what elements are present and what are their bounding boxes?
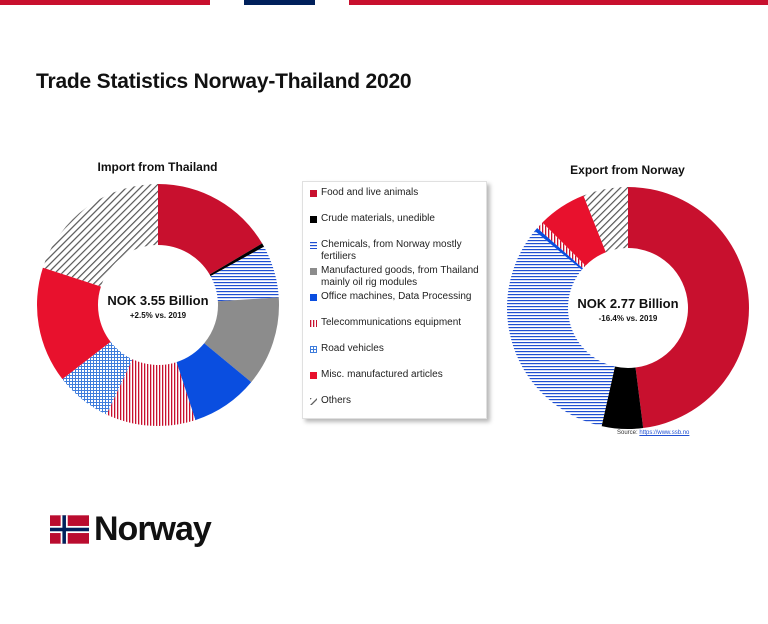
legend-label: Others	[321, 395, 352, 406]
legend-label: Chemicals, from Norway mostly fertiliers	[321, 239, 462, 262]
legend-label: Office machines, Data Processing	[321, 291, 472, 302]
import-total-value: NOK 3.55 Billion	[107, 293, 209, 308]
legend-label: Crude materials, unedible	[321, 213, 435, 224]
norway-flag-icon	[50, 515, 89, 544]
export-chart-title: Export from Norway	[570, 163, 685, 177]
legend-label: Road vehicles	[321, 343, 384, 354]
export-donut-chart	[500, 180, 756, 436]
exp-slice-chemicals	[507, 231, 615, 426]
legend-swatch	[310, 242, 317, 249]
import-chart-title: Import from Thailand	[97, 160, 218, 174]
legend-swatch	[310, 372, 317, 379]
page-title: Trade Statistics Norway-Thailand 2020	[36, 70, 412, 93]
legend-label: Manufactured goods, from Thailand mainly oil rig modules	[321, 265, 479, 288]
top-bar-blue	[244, 0, 315, 5]
legend-swatch	[310, 294, 317, 301]
legend-label: Telecommunications equipment	[321, 317, 462, 328]
legend-swatch	[310, 190, 317, 197]
legend-swatch	[310, 268, 317, 275]
source-label: Source:	[617, 430, 638, 436]
legend-swatch	[310, 398, 317, 405]
chart-legend	[302, 181, 487, 419]
source-link[interactable]: https://www.ssb.no	[639, 430, 690, 436]
legend-label: Misc. manufactured articles	[321, 369, 443, 380]
import-donut-chart	[30, 177, 286, 433]
export-total-value: NOK 2.77 Billion	[577, 296, 679, 311]
legend-swatch	[310, 320, 317, 327]
top-bar-red-right	[349, 0, 768, 5]
import-change-value: +2.5% vs. 2019	[129, 311, 187, 320]
legend-label: Food and live animals	[321, 187, 419, 198]
top-bar-red-left	[0, 0, 210, 5]
source-note	[617, 430, 689, 436]
export-change-value: -16.4% vs. 2019	[598, 314, 658, 323]
brand-name: Norway	[94, 510, 211, 548]
imp-slice-others	[43, 184, 158, 286]
legend-swatch	[310, 216, 317, 223]
norway-brand-logo	[50, 512, 211, 546]
legend-swatch	[310, 346, 317, 353]
